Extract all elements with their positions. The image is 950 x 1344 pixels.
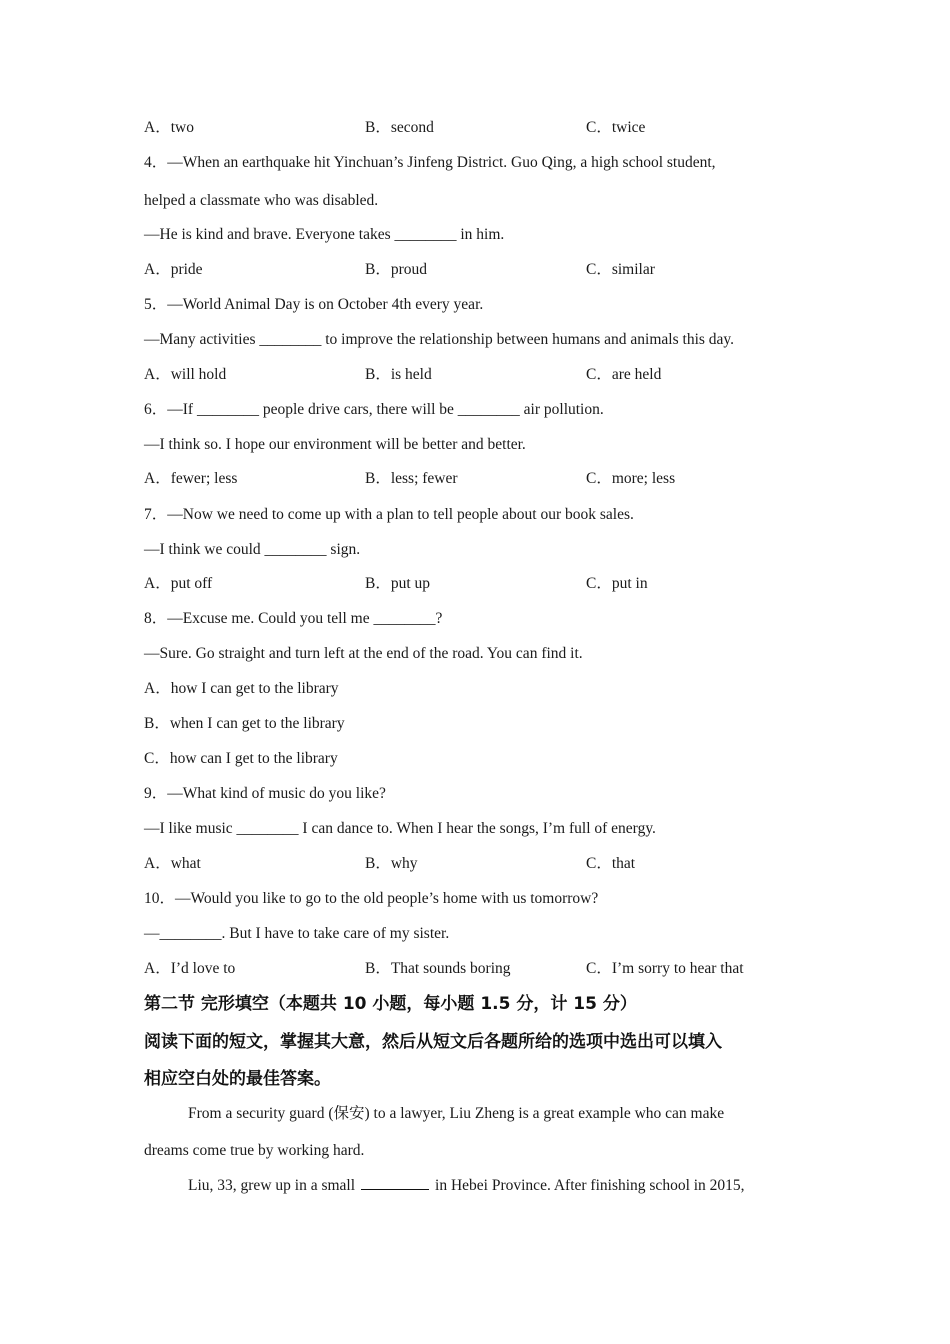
- q6-option-b: B．less; fewer: [365, 470, 458, 487]
- q6-reply: —I think so. I hope our environment will be better and better.: [144, 436, 526, 453]
- q5-option-a: A．will hold: [144, 366, 227, 383]
- q4-reply: —He is kind and brave. Everyone takes ________ in him.: [144, 226, 505, 243]
- q8-option-c: C．how can I get to the library: [144, 750, 338, 767]
- q10-option-a: A．I’d love to: [144, 960, 236, 977]
- q9-option-c: C．that: [586, 855, 636, 872]
- passage-p1-line2: dreams come true by working hard.: [144, 1142, 365, 1159]
- section-instruction-line1: 阅读下面的短文，掌握其大意，然后从短文后各题所给的选项中选出可以填入: [144, 1032, 722, 1052]
- q9-option-b: B．why: [365, 855, 418, 872]
- q8-option-a: A．how I can get to the library: [144, 680, 339, 697]
- q7-reply: —I think we could ________ sign.: [144, 541, 361, 558]
- q6-option-c: C．more; less: [586, 470, 676, 487]
- q4-option-a: A．pride: [144, 261, 203, 278]
- q5-reply: —Many activities ________ to improve the relationship between humans and animals this day.: [144, 331, 735, 348]
- q9-stem: 9．—What kind of music do you like?: [144, 785, 386, 802]
- q5-option-b: B．is held: [365, 366, 432, 383]
- q7-stem: 7．—Now we need to come up with a plan to tell people about our book sales.: [144, 506, 634, 523]
- q8-option-b: B．when I can get to the library: [144, 715, 345, 732]
- q3-option-b: B．second: [365, 119, 434, 136]
- q10-reply: —________. But I have to take care of my sister.: [144, 925, 450, 942]
- q4-stem-line1: 4．—When an earthquake hit Yinchuan’s Jinfeng District. Guo Qing, a high school student,: [144, 154, 716, 171]
- q5-stem: 5．—World Animal Day is on October 4th every year.: [144, 296, 484, 313]
- passage-p2-before-blank: Liu, 33, grew up in a small: [188, 1177, 356, 1194]
- q9-reply: —I like music ________ I can dance to. When I hear the songs, I’m full of energy.: [144, 820, 656, 837]
- cloze-blank-1: [361, 1175, 429, 1190]
- passage-p2-line1: [188, 1175, 745, 1196]
- q3-option-c: C．twice: [586, 119, 646, 136]
- q5-option-c: C．are held: [586, 366, 662, 383]
- q3-option-a: A．two: [144, 119, 194, 136]
- q9-option-a: A．what: [144, 855, 201, 872]
- q10-option-c: C．I’m sorry to hear that: [586, 960, 744, 977]
- section-title: 第二节 完形填空（本题共 10 小题，每小题 1.5 分，计 15 分）: [144, 994, 637, 1014]
- passage-p1-line1: From a security guard (保安) to a lawyer, Liu Zheng is a great example who can make: [188, 1105, 725, 1122]
- passage-p2-after-blank: in Hebei Province. After finishing school in 2015,: [435, 1177, 745, 1194]
- q6-stem: 6．—If ________ people drive cars, there will be ________ air pollution.: [144, 401, 604, 418]
- q10-option-b: B．That sounds boring: [365, 960, 511, 977]
- q4-option-b: B．proud: [365, 261, 428, 278]
- q4-option-c: C．similar: [586, 261, 655, 278]
- q7-option-c: C．put in: [586, 575, 648, 592]
- q7-option-a: A．put off: [144, 575, 213, 592]
- q10-stem: 10．—Would you like to go to the old people’s home with us tomorrow?: [144, 890, 599, 907]
- q6-option-a: A．fewer; less: [144, 470, 238, 487]
- q8-reply: —Sure. Go straight and turn left at the end of the road. You can find it.: [144, 645, 583, 662]
- section-instruction-line2: 相应空白处的最佳答案。: [144, 1069, 331, 1089]
- q4-stem-line2: helped a classmate who was disabled.: [144, 192, 379, 209]
- q8-stem: 8．—Excuse me. Could you tell me ________?: [144, 610, 443, 627]
- q7-option-b: B．put up: [365, 575, 431, 592]
